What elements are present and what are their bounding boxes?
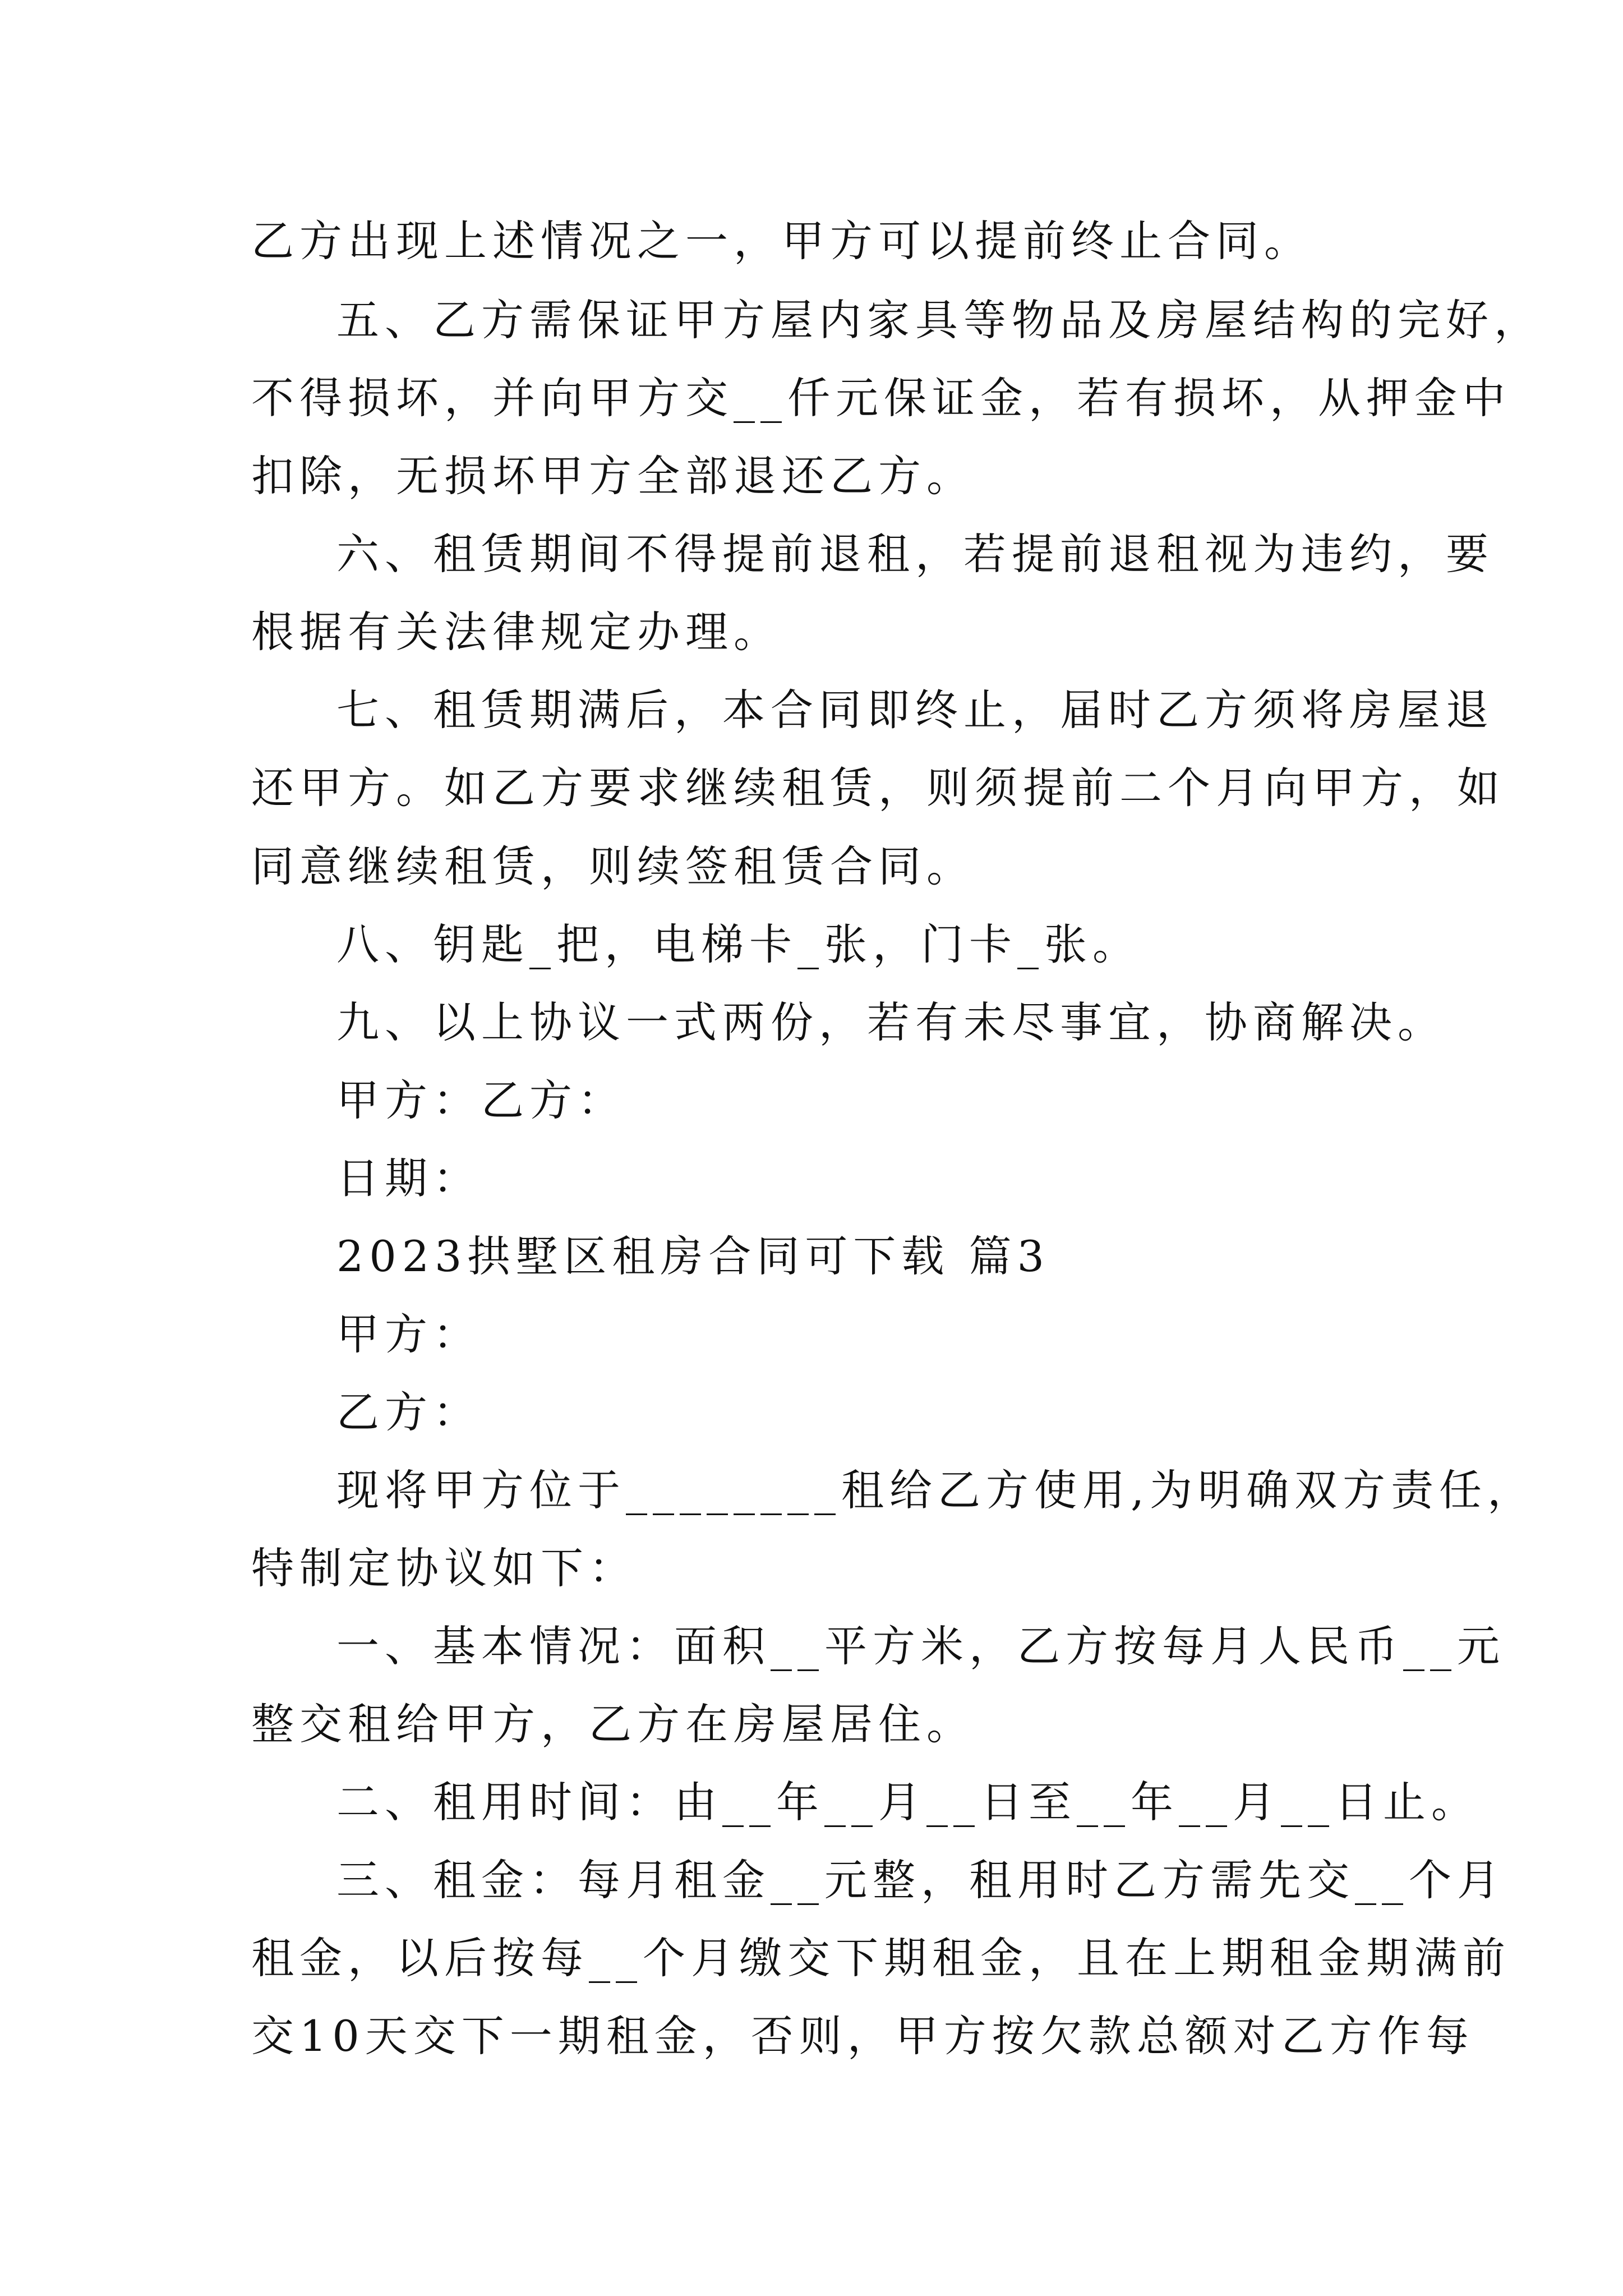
paragraph-line: 特制定协议如下：: [251, 1543, 637, 1593]
paragraph-line: 不得损坏，并向甲方交__仟元保证金，若有损坏，从押金中: [251, 373, 1511, 423]
paragraph-line: 根据有关法律规定办理。: [251, 607, 782, 657]
date-line: 日期：: [336, 1153, 481, 1203]
paragraph-line: 扣除，无损坏甲方全部退还乙方。: [251, 451, 975, 501]
party-a-line: 甲方：: [336, 1309, 481, 1359]
paragraph-line: 七、租赁期满后，本合同即终止，届时乙方须将房屋退: [336, 685, 1494, 735]
paragraph-line: 现将甲方位于________租给乙方使用,为明确双方责任，: [336, 1465, 1536, 1515]
party-b-line: 乙方：: [336, 1387, 481, 1437]
paragraph-line: 同意继续租赁，则续签租赁合同。: [251, 841, 975, 891]
signature-line: 甲方：乙方：: [336, 1075, 626, 1125]
paragraph-line: 整交租给甲方，乙方在房屋居住。: [251, 1699, 975, 1749]
paragraph-line: 还甲方。如乙方要求继续租赁，则须提前二个月向甲方，如: [251, 763, 1505, 813]
paragraph-line: 一、基本情况：面积__平方米，乙方按每月人民币__元: [336, 1621, 1505, 1671]
paragraph-line: 六、租赁期间不得提前退租，若提前退租视为违约，要: [336, 529, 1494, 579]
paragraph-line: 三、租金：每月租金__元整，租用时乙方需先交__个月: [336, 1855, 1505, 1905]
paragraph-line: 租金，以后按每__个月缴交下期租金，且在上期租金期满前: [251, 1933, 1511, 1983]
paragraph-line: 五、乙方需保证甲方屋内家具等物品及房屋结构的完好，: [336, 295, 1542, 345]
paragraph-line: 九、以上协议一式两份，若有未尽事宜，协商解决。: [336, 997, 1446, 1047]
paragraph-line: 二、租用时间：由__年__月__日至__年__月__日止。: [336, 1777, 1479, 1827]
section-heading: 2023拱墅区租房合同可下载 篇3: [336, 1231, 1050, 1281]
paragraph-line: 八、钥匙_把，电梯卡_张，门卡_张。: [336, 919, 1141, 969]
paragraph-line: 交10天交下一期租金，否则，甲方按欠款总额对乙方作每: [251, 2011, 1474, 2061]
paragraph-line: 乙方出现上述情况之一，甲方可以提前终止合同。: [251, 216, 1312, 266]
